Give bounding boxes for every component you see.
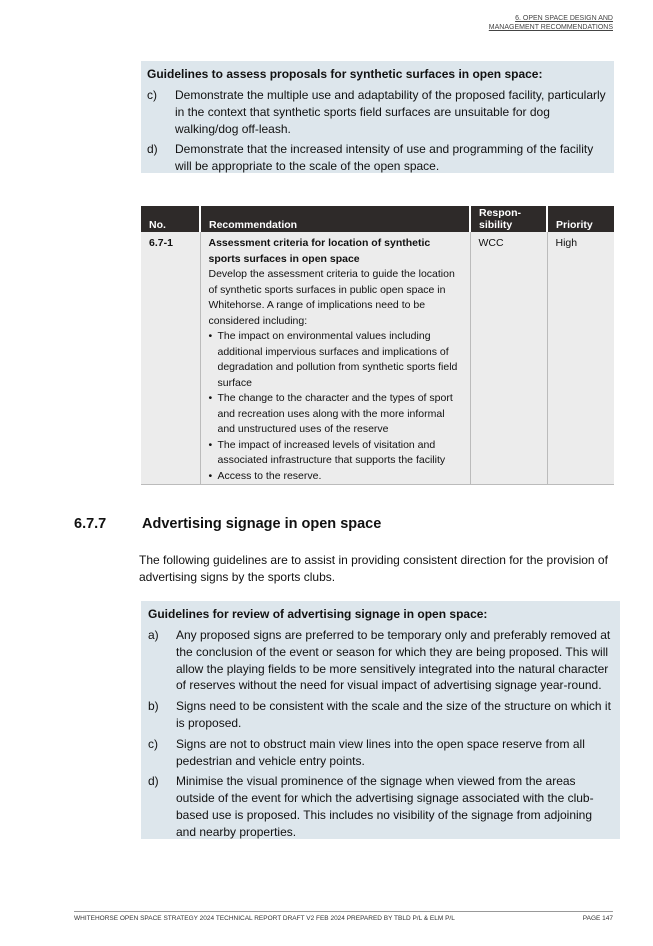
section-heading — [74, 516, 381, 532]
list-item: • The impact of increased levels of visitation and associated infrastructure that supports the facility — [218, 438, 462, 469]
guideline-text: Demonstrate the multiple use and adaptability of the proposed facility, particularly in the context that synthetic sports field surfaces are unsuitable for dog walking/dog off-leash. — [175, 88, 606, 136]
signage-guidelines-title: Guidelines for review of advertising signage in open space: — [148, 607, 488, 621]
guideline-text: Demonstrate that the increased intensity of use and programming of the facility will be appropriate to the scale of the open space. — [175, 142, 594, 174]
header-responsibility-line-2: sibility — [479, 219, 513, 231]
guideline-text: Any proposed signs are preferred to be temporary only and preferably removed at the conclusion of the event or season for which they are being proposed. This will allow the playing fields to be more sensitively integrated into the natural character of reserves without the need for visual impact of advertising signage year-round. — [176, 628, 611, 693]
table-row — [141, 232, 614, 485]
list-item: • The impact on environmental values including additional impervious surfaces and implications of degradation and pollution from synthetic sports field surface — [218, 329, 462, 391]
table-header-row — [141, 206, 614, 232]
guideline-letter: b) — [148, 699, 159, 714]
section-intro: The following guidelines are to assist in providing consistent direction for the provision of advertising signs by the sports clubs. — [139, 553, 608, 584]
header-recommendation: Recommendation — [200, 206, 470, 232]
running-header — [489, 15, 613, 32]
recommendation-number: 6.7-1 — [149, 237, 173, 249]
cell-responsibility: WCC — [470, 232, 547, 485]
recommendation-title: Assessment criteria for location of synthetic sports surfaces in open space — [208, 237, 431, 265]
guideline-item — [147, 141, 606, 175]
section-number: 6.7.7 — [74, 516, 107, 532]
signage-guidelines-box — [141, 601, 620, 839]
guideline-letter: c) — [147, 88, 157, 102]
recommendation-body: Develop the assessment criteria to guide the location of synthetic sports surfaces in public open space in Whitehorse. A range of implications need to be considered including: — [208, 268, 455, 327]
section-title: Advertising signage in open space — [142, 516, 382, 532]
guideline-text: Signs need to be consistent with the scale and the size of the structure on which it is proposed. — [176, 699, 611, 730]
recommendation-table — [141, 206, 614, 485]
page-number: PAGE 147 — [582, 915, 613, 922]
guideline-item — [148, 736, 612, 770]
footer-divider — [74, 911, 613, 912]
guideline-item — [148, 698, 612, 732]
synthetic-guidelines-box — [141, 61, 614, 173]
header-responsibility — [470, 206, 547, 232]
list-item: • The change to the character and the types of sport and recreation uses along with the more informal and unstructured uses of the reserve — [218, 391, 462, 438]
guideline-item — [148, 773, 612, 840]
cell-priority: High — [547, 232, 614, 485]
guideline-letter: c) — [148, 736, 158, 751]
guideline-item — [147, 87, 606, 137]
guideline-letter: a) — [148, 628, 159, 642]
list-item: • Access to the reserve. — [218, 469, 462, 485]
recommendation-bullets — [209, 329, 462, 484]
header-priority: Priority — [547, 206, 614, 232]
cell-no — [141, 232, 200, 485]
guideline-text: Minimise the visual prominence of the signage when viewed from the areas outside of the event for which the advertising signage associated with the club-based use is proposed. This includes no visibility of the signage from adjoining and nearby properties. — [176, 774, 594, 839]
header-no: No. — [141, 206, 200, 232]
guideline-text: Signs are not to obstruct main view lines into the open space reserve from all pedestrian and vehicle entry points. — [176, 736, 585, 768]
running-header-line-2: MANAGEMENT RECOMMENDATIONS — [488, 23, 613, 31]
guideline-letter: d) — [148, 774, 159, 789]
header-responsibility-line-1: Respon- — [479, 207, 521, 219]
running-header-line-1: 6. OPEN SPACE DESIGN AND — [515, 15, 613, 22]
footer-document-info: WHITEHORSE OPEN SPACE STRATEGY 2024 TECHNICAL REPORT DRAFT V2 FEB 2024 PREPARED BY TBLD P/L & ELM P/L — [74, 915, 455, 922]
guideline-item — [148, 627, 612, 694]
cell-recommendation — [200, 232, 470, 485]
synthetic-guidelines-title: Guidelines to assess proposals for synthetic surfaces in open space: — [147, 67, 543, 81]
guideline-letter: d) — [147, 142, 158, 157]
page-footer — [74, 915, 613, 922]
